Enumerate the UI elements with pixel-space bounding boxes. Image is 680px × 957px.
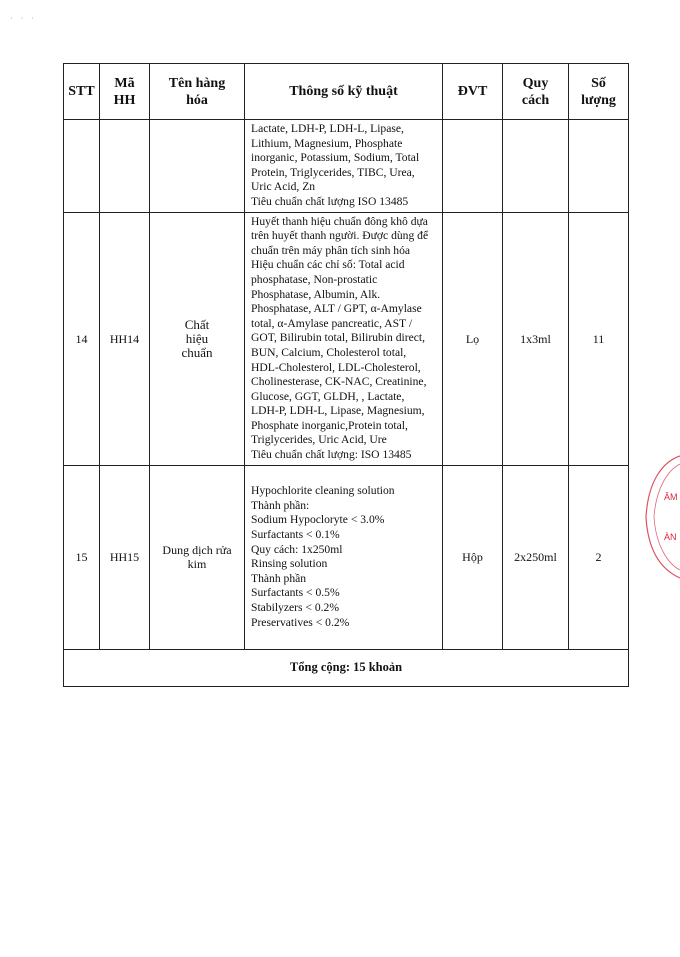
header-thong-so: Thông số kỹ thuật	[245, 64, 443, 120]
cell-spec: Huyết thanh hiệu chuẩn đông khô dựa trên huyết thanh người. Được dùng để chuẩn trên máy phân tích sinh hóa Hiệu chuẩn các chỉ số: Total acid phosphatase, Non-prostatic Phosphatase, Albumin, Alk. Phosphatase, ALT / GPT, α-Amylase total, α-Amylase pancreatic, AST / GOT, Bilirubin total, Bilirubin direct, BUN, Calcium, Cholesterol total, HDL-Cholesterol, LDL-Cholesterol, Cholinesterase, CK-NAC, Creatinine, Glucose, GGT, GLDH, , Lactate, LDH-P, LDH-L, Lipase, Magnesium, Phosphate inorganic,Protein total, Triglycerides, Uric Acid, Ure Tiêu chuẩn chất lượng: ISO 13485	[245, 212, 443, 465]
header-ten-hang-hoa: Tên hàng hóa	[150, 64, 245, 120]
cell-quy-cach	[503, 120, 569, 213]
cell-dvt: Lọ	[443, 212, 503, 465]
cell-quy-cach: 1x3ml	[503, 212, 569, 465]
cell-dvt: Hộp	[443, 465, 503, 649]
stamp-text-2: ÀN	[664, 532, 677, 542]
cell-stt: 15	[64, 465, 100, 649]
header-quy-cach: Quy cách	[503, 64, 569, 120]
scan-marks: · · ·	[10, 14, 37, 23]
cell-quy-cach: 2x250ml	[503, 465, 569, 649]
header-ma-hh: Mã HH	[100, 64, 150, 120]
cell-ten: Chất hiệu chuẩn	[150, 212, 245, 465]
cell-ten: Dung dịch rửa kim	[150, 465, 245, 649]
cell-so-luong: 2	[569, 465, 629, 649]
table-row	[64, 465, 629, 649]
cell-ten	[150, 120, 245, 213]
cell-so-luong	[569, 120, 629, 213]
red-stamp-fragment	[644, 452, 680, 582]
total-row	[64, 649, 629, 686]
header-stt: STT	[64, 64, 100, 120]
cell-stt: 14	[64, 212, 100, 465]
goods-table	[63, 63, 629, 687]
stamp-text-1: ÂM	[664, 492, 678, 502]
cell-spec: Hypochlorite cleaning solution Thành phần: Sodium Hypocloryte < 3.0% Surfactants < 0.1% Quy cách: 1x250ml Rinsing solution Thành phần Surfactants < 0.5% Stabilyzers < 0.2% Preservatives < 0.2%	[245, 465, 443, 649]
table-header-row	[64, 64, 629, 120]
cell-dvt	[443, 120, 503, 213]
header-dvt: ĐVT	[443, 64, 503, 120]
cell-ma: HH14	[100, 212, 150, 465]
table-row	[64, 120, 629, 213]
cell-so-luong: 11	[569, 212, 629, 465]
header-so-luong: Số lượng	[569, 64, 629, 120]
total-label: Tổng cộng: 15 khoản	[64, 649, 629, 686]
table-row	[64, 212, 629, 465]
cell-ma: HH15	[100, 465, 150, 649]
cell-spec: Lactate, LDH-P, LDH-L, Lipase, Lithium, Magnesium, Phosphate inorganic, Potassium, Sodium, Total Protein, Triglycerides, TIBC, Urea, Uric Acid, Zn Tiêu chuẩn chất lượng ISO 13485	[245, 120, 443, 213]
cell-ma	[100, 120, 150, 213]
cell-stt	[64, 120, 100, 213]
